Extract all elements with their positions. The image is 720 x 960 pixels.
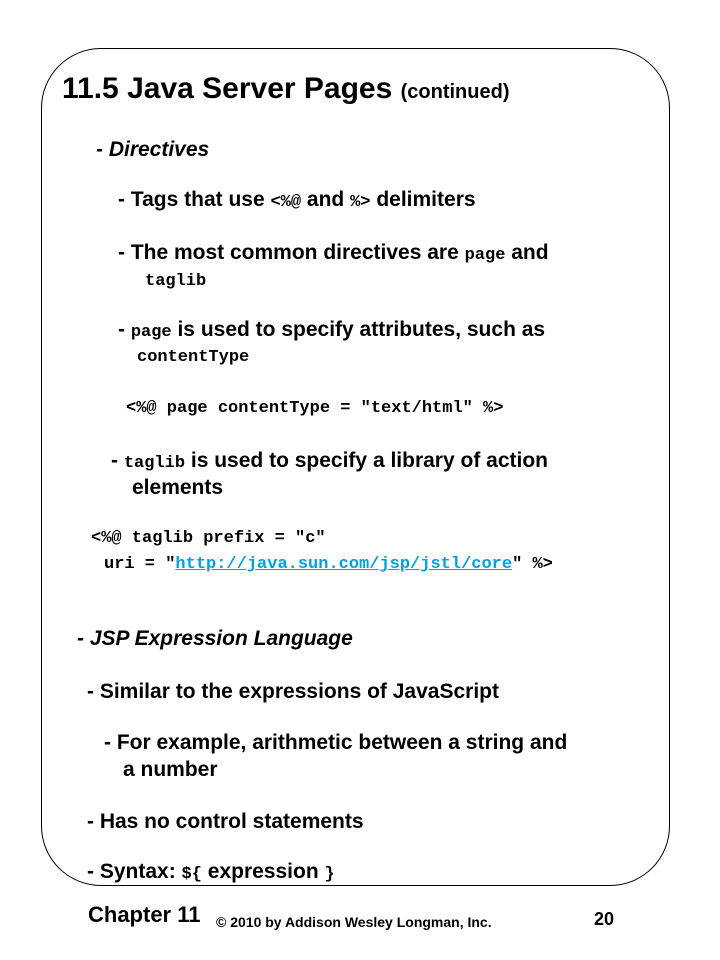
taglib-directive-line [111, 449, 548, 473]
page-dash: - [118, 318, 131, 341]
taglib-example-line1: <%@ taglib prefix = "c" [91, 529, 326, 548]
directives-heading: - Directives [96, 138, 210, 161]
taglib-text-cont: elements [132, 476, 224, 499]
taglib-dash: - [111, 449, 124, 472]
taglib-kw: taglib [123, 454, 186, 473]
page-directive-line [118, 318, 545, 342]
page-text: is used to specify attributes, such as [171, 318, 546, 341]
title-text: 11.5 Java Server Pages [62, 72, 393, 105]
el-example-line: - For example, arithmetic between a string and [104, 731, 568, 754]
taglib-uri-post: " %> [512, 555, 553, 574]
page-kw: page [130, 323, 172, 342]
syntax-expression: expression [201, 860, 325, 883]
page-example-code: <%@ page contentType = "text/html" %> [126, 399, 504, 418]
tags-close-delim: %> [350, 193, 371, 212]
taglib-uri-pre: uri = " [104, 555, 176, 574]
tags-and: and [301, 188, 351, 211]
syntax-open: ${ [181, 865, 202, 884]
title-suffix: (continued) [400, 81, 510, 103]
page-contenttype-kw: contentType [137, 348, 250, 367]
syntax-close: } [324, 865, 335, 884]
footer-chapter: Chapter 11 [88, 902, 201, 927]
tags-open-delim: <%@ [270, 193, 302, 212]
jstl-core-link[interactable]: http://java.sun.com/jsp/jstl/core [175, 555, 513, 574]
slide-title [62, 72, 510, 106]
common-page-kw: page [464, 246, 506, 265]
common-pre: - The most common directives are [118, 241, 465, 264]
common-taglib-kw: taglib [145, 272, 207, 291]
taglib-example-line2 [104, 555, 553, 574]
el-similar-line: - Similar to the expressions of JavaScript [87, 680, 499, 703]
common-directives-line [118, 241, 549, 265]
common-and: and [505, 241, 549, 264]
jsp-el-heading: - JSP Expression Language [77, 627, 353, 650]
syntax-pre: - Syntax: [87, 860, 182, 883]
taglib-text: is used to specify a library of action [185, 449, 548, 472]
el-no-control-line: - Has no control statements [87, 810, 364, 833]
page-number: 20 [594, 909, 615, 929]
el-example-cont: a number [123, 758, 218, 781]
tags-post: delimiters [370, 188, 476, 211]
tags-line [118, 188, 476, 212]
el-syntax-line [87, 860, 335, 884]
footer-copyright: © 2010 by Addison Wesley Longman, Inc. [216, 914, 492, 930]
tags-pre: - Tags that use [118, 188, 271, 211]
